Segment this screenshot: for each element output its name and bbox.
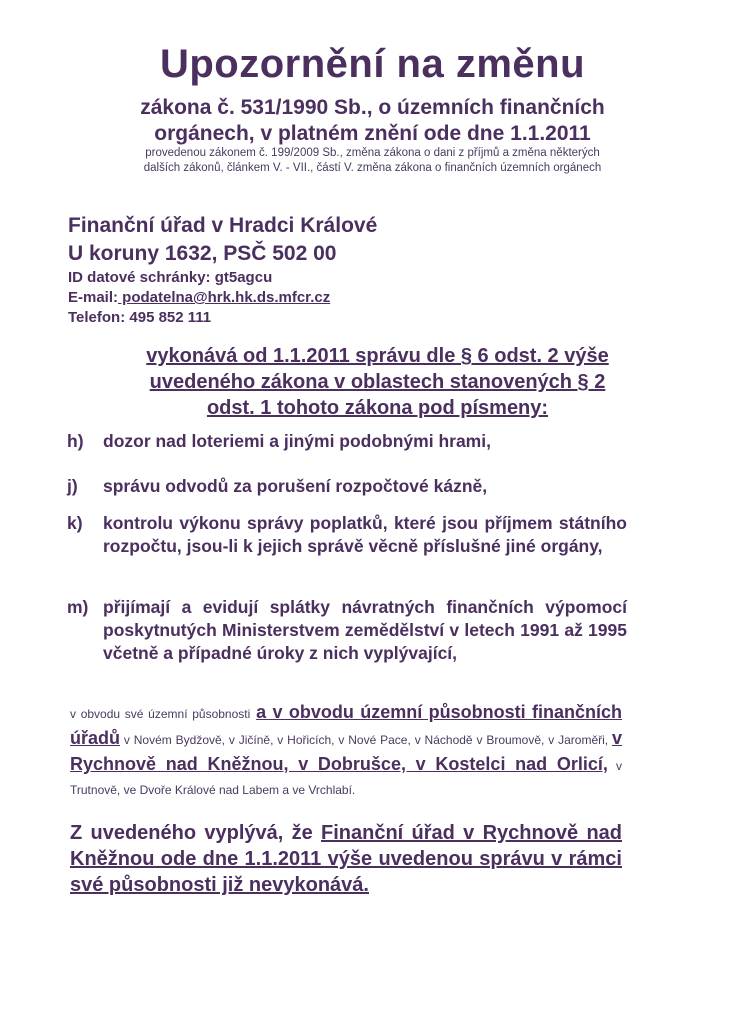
intro-line-3: odst. 1 tohoto zákona pod písmeny:: [206, 397, 549, 419]
scope-other-offices: a v obvodu územní působnosti finančních úřadů: [70, 702, 622, 748]
conclusion-lead: Z uvedeného vyplývá, že: [70, 822, 322, 844]
intro-statement: [70, 343, 685, 421]
office-contact-block: [68, 212, 377, 328]
office-address: U koruny 1632, PSČ 502 00: [68, 242, 337, 265]
scope-towns-2: v Trutnově, ve Dvoře Králové nad Labem a ve Vrchlabí.: [70, 759, 622, 797]
note-line-1: provedenou zákonem č. 199/2009 Sb., změna zákona o dani z příjmů a změna některých: [145, 147, 600, 159]
subtitle-line-1: zákona č. 531/1990 Sb., o územních finančních: [140, 96, 605, 119]
email-label: E-mail:: [68, 289, 119, 306]
page-subtitle: [60, 95, 685, 147]
list-item: [67, 475, 627, 498]
email-link[interactable]: podatelna@hrk.hk.ds.mfcr.cz: [118, 289, 331, 306]
jurisdiction-paragraph: [70, 700, 622, 802]
subtitle-line-2: orgánech, v platném znění ode dne 1.1.2011: [154, 122, 591, 145]
intro-line-2: uvedeného zákona v oblastech stanovených § 2: [149, 371, 606, 393]
list-item: [67, 430, 627, 453]
conclusion-statement: Finanční úřad v Rychnově nad Kněžnou ode dne 1.1.2011 výše uvedenou správu v rámci své působnosti již nevykonává.: [70, 822, 622, 896]
office-name: Finanční úřad v Hradci Králové: [68, 214, 378, 237]
list-item: [67, 512, 627, 558]
scope-highlighted-towns: v Rychnově nad Kněžnou, v Dobrušce, v Kostelci nad Orlicí,: [70, 728, 622, 774]
note-line-2: dalších zákonů, článkem V. - VII., částí V. změna zákona o finančních územních orgánech: [143, 162, 602, 174]
item-text: správu odvodů za porušení rozpočtové kázně,: [103, 476, 488, 496]
item-text: dozor nad loteriemi a jinými podobnými hrami,: [103, 431, 491, 451]
scope-towns-1: v Novém Bydžově, v Jičíně, v Hořicích, v Nové Pace, v Náchodě v Broumově, v Jaroměři,: [120, 733, 612, 747]
page-title: Upozornění na změnu: [159, 42, 586, 86]
office-databox: ID datové schránky: gt5agcu: [68, 269, 273, 286]
item-letter: m): [67, 597, 89, 617]
intro-line-1: vykonává od 1.1.2011 správu dle § 6 odst. 2 výše: [146, 345, 609, 367]
scope-own-area: v obvodu své územní působnosti: [70, 707, 251, 721]
item-text: přijímají a evidují splátky návratných finančních výpomocí poskytnutých Ministerstvem zemědělství v letech 1991 až 1995 včetně a případné úroky z nich vyplývající,: [103, 597, 627, 663]
item-letter: k): [67, 513, 83, 533]
conclusion-paragraph: [70, 820, 622, 898]
item-text: kontrolu výkonu správy poplatků, které jsou příjmem státního rozpočtu, jsou-li k jejich správě věcně příslušné jiné orgány,: [103, 513, 627, 556]
item-letter: h): [67, 431, 84, 451]
item-letter: j): [67, 476, 78, 496]
office-phone: Telefon: 495 852 111: [68, 309, 212, 326]
amendment-note: [60, 146, 685, 176]
list-item: [67, 596, 627, 665]
office-email-row: [68, 288, 377, 308]
